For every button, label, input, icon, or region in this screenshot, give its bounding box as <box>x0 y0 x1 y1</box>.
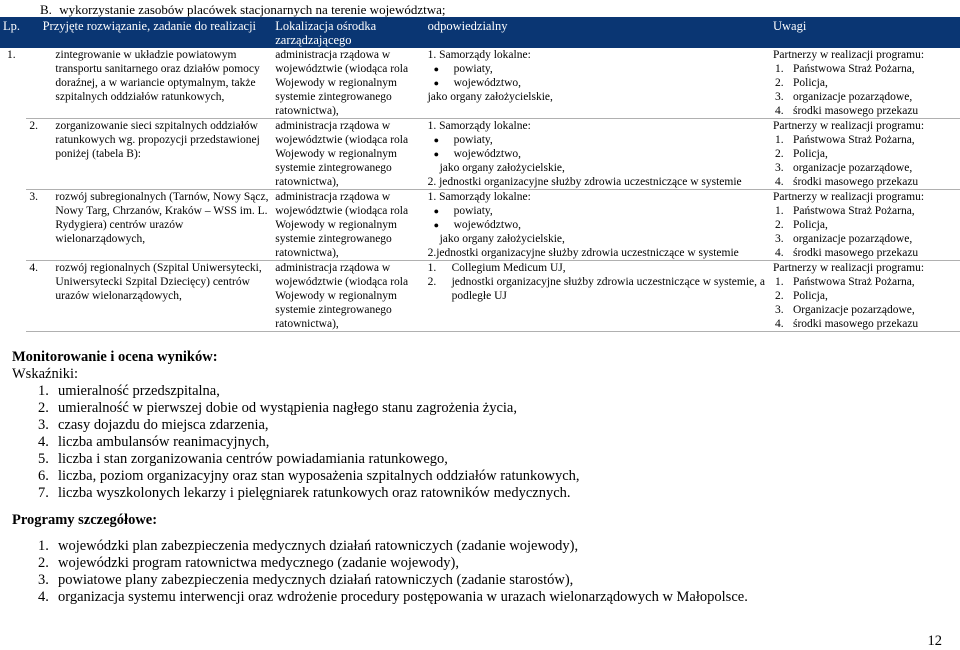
notes-item-text: Policja, <box>793 148 828 160</box>
notes-item-number: 2. <box>775 219 784 231</box>
notes-item <box>773 133 957 147</box>
plain-line: 2.jednostki organizacyjne służby zdrowia uczestniczące w systemie <box>427 247 739 259</box>
subject-text: zintegrowanie w układzie powiatowym transportu sanitarnego oraz działów pomocy doraźnej, a w wariancie optymalnym, także szpitalnych oddziałów ratunkowych, <box>55 49 260 103</box>
plain-line: 1. Samorządy lokalne: <box>427 120 531 132</box>
list-item <box>12 434 580 451</box>
plain-line: 1. Samorządy lokalne: <box>427 191 531 203</box>
list-item <box>12 400 580 417</box>
notes-item <box>773 204 957 218</box>
list-item-number: 5. <box>38 451 49 467</box>
indent-line: jako organy założycielskie, <box>439 162 565 174</box>
top-list-item <box>40 2 446 18</box>
list-item-text: liczba ambulansów reanimacyjnych, <box>58 434 270 450</box>
notes-item <box>773 303 957 317</box>
table-row <box>0 119 960 190</box>
monitoring-list <box>12 383 580 502</box>
notes-item <box>773 90 957 104</box>
notes-title: Partnerzy w realizacji programu: <box>773 191 925 203</box>
notes-item <box>773 104 957 118</box>
notes-item-text: środki masowego przekazu <box>793 318 919 330</box>
bullet-icon: ● <box>433 149 440 159</box>
notes-item-number: 1. <box>775 276 784 288</box>
programs-heading: Programy szczegółowe: <box>12 512 158 528</box>
list-item-text: umieralność przedszpitalna, <box>58 383 220 399</box>
list-item <box>12 572 748 589</box>
notes-item-text: organizacje pozarządowe, <box>793 162 913 174</box>
list-item-number: 1. <box>38 538 49 554</box>
notes-item-text: Policja, <box>793 77 828 89</box>
line-text: Collegium Medicum UJ, <box>451 262 566 274</box>
notes-item <box>773 246 957 260</box>
subject-text: rozwój subregionalnych (Tarnów, Nowy Sącz, Nowy Targ, Chrzanów, Kraków – WSS im. L. Rydygiera) centrów urazów wielonarządowych, <box>55 191 269 245</box>
line-number: 1. <box>427 262 437 274</box>
bullet-line <box>428 147 767 161</box>
notes-item-text: Policja, <box>793 219 828 231</box>
page-number: 12 <box>927 633 942 649</box>
notes-item-number: 2. <box>775 290 784 302</box>
notes-item-number: 1. <box>775 205 784 217</box>
cell-location: administracja rządowa w województwie (wiodąca rola Wojewody w regionalnym systemie zintegrowanego ratownictwa), <box>272 119 424 190</box>
top-list-marker: B. <box>40 2 52 17</box>
subject-number <box>29 48 55 104</box>
list-item <box>12 417 580 434</box>
bullet-icon: ● <box>433 135 440 145</box>
monitoring-heading: Monitorowanie i ocena wyników: <box>12 349 218 365</box>
plain-line: 1. Samorządy lokalne: <box>427 49 531 61</box>
top-list-text: wykorzystanie zasobów placówek stacjonarnych na terenie województwa; <box>59 2 446 17</box>
subject-number: 4. <box>29 262 39 274</box>
numbered-line <box>428 261 767 275</box>
notes-item-number: 3. <box>775 233 784 245</box>
subject-wrap <box>29 48 269 104</box>
list-item-number: 3. <box>38 417 49 433</box>
cell-subject <box>26 48 272 119</box>
notes-item-text: organizacje pozarządowe, <box>793 91 913 103</box>
bullet-text: powiaty, <box>453 205 493 217</box>
list-item <box>12 485 580 502</box>
notes-item <box>773 161 957 175</box>
bullet-text: województwo, <box>453 148 521 160</box>
list-item-number: 3. <box>38 572 49 588</box>
notes-item-number: 4. <box>775 247 784 259</box>
bullet-line <box>428 204 767 218</box>
subject-text: zorganizowanie sieci szpitalnych oddziałów ratunkowych wg. propozycji przedstawionej poniżej (tabela B): <box>55 120 260 160</box>
subject-number: 2. <box>29 120 39 132</box>
table-row <box>0 190 960 261</box>
notes-item <box>773 232 957 246</box>
subject-number: 3. <box>29 191 39 203</box>
cell-lp <box>0 119 26 190</box>
cell-lp: 1. <box>7 49 16 61</box>
list-item-text: organizacja systemu interwencji oraz wdrożenie procedury postępowania w urazach wielonarządowych w Małopolsce. <box>58 589 748 605</box>
subject-wrap <box>29 119 269 161</box>
monitoring-subheading: Wskaźniki: <box>12 366 79 382</box>
notes-title: Partnerzy w realizacji programu: <box>773 120 925 132</box>
bullet-icon: ● <box>433 64 440 74</box>
bullet-text: powiaty, <box>453 134 493 146</box>
cell-responsible <box>425 190 770 261</box>
subject-text: rozwój regionalnych (Szpital Uniwersytecki, Uniwersytecki Szpital Dziecięcy) centrów urazów wielonarządowych, <box>55 262 262 302</box>
notes-item-number: 4. <box>775 105 784 117</box>
cell-responsible <box>425 48 770 119</box>
list-item-text: wojewódzki program ratownictwa medycznego (zadanie wojewody), <box>58 555 460 571</box>
cell-subject <box>26 190 272 261</box>
bullet-line <box>428 62 767 76</box>
list-item-number: 1. <box>38 383 49 399</box>
list-item-number: 4. <box>38 589 49 605</box>
list-item-number: 4. <box>38 434 49 450</box>
notes-item-text: organizacje pozarządowe, <box>793 233 913 245</box>
list-item-number: 2. <box>38 400 49 416</box>
notes-item <box>773 275 957 289</box>
list-item-text: wojewódzki plan zabezpieczenia medycznych działań ratowniczych (zadanie wojewody), <box>58 538 579 554</box>
list-item <box>12 589 748 606</box>
notes-item-text: Policja, <box>793 290 828 302</box>
bullet-icon: ● <box>433 206 440 216</box>
list-item-text: liczba i stan zorganizowania centrów powiadamiania ratunkowego, <box>58 451 448 467</box>
cell-location: administracja rządowa w województwie (wiodąca rola Wojewody w regionalnym systemie zintegrowanego ratownictwa), <box>272 261 424 332</box>
cell-notes <box>770 261 960 332</box>
notes-item-number: 1. <box>775 63 784 75</box>
notes-item <box>773 317 957 331</box>
bullet-line <box>428 76 767 90</box>
bullet-line <box>428 133 767 147</box>
cell-notes <box>770 190 960 261</box>
notes-item-text: Państwowa Straż Pożarna, <box>793 63 915 75</box>
notes-item-text: środki masowego przekazu <box>793 105 919 117</box>
cell-notes <box>770 119 960 190</box>
list-item-number: 7. <box>38 485 49 501</box>
notes-item-number: 3. <box>775 304 784 316</box>
cell-notes <box>770 48 960 119</box>
bullet-text: województwo, <box>453 219 521 231</box>
programs-section <box>12 512 748 606</box>
programs-list <box>12 538 748 606</box>
numbered-line <box>428 275 767 303</box>
notes-item-number: 2. <box>775 148 784 160</box>
bullet-text: województwo, <box>453 77 521 89</box>
notes-item-text: środki masowego przekazu <box>793 247 919 259</box>
bullet-text: powiaty, <box>453 63 493 75</box>
cell-subject <box>26 119 272 190</box>
bullet-line <box>428 218 767 232</box>
cell-location: administracja rządowa w województwie (wiodąca rola Wojewody w regionalnym systemie zintegrowanego ratownictwa), <box>272 48 424 119</box>
list-item-number: 6. <box>38 468 49 484</box>
cell-responsible <box>425 119 770 190</box>
list-item-text: czasy dojazdu do miejsca zdarzenia, <box>58 417 269 433</box>
notes-item-number: 3. <box>775 91 784 103</box>
list-item-text: liczba wyszkolonych lekarzy i pielęgniarek ratunkowych oraz ratowników medycznych. <box>58 485 571 501</box>
cell-subject <box>26 261 272 332</box>
notes-item-text: środki masowego przekazu <box>793 176 919 188</box>
list-item <box>12 538 748 555</box>
table-header-row <box>0 17 960 48</box>
cell-responsible <box>425 261 770 332</box>
notes-item <box>773 62 957 76</box>
subject-wrap <box>29 190 269 246</box>
monitoring-section <box>12 349 580 502</box>
cell-lp <box>0 190 26 261</box>
list-item <box>12 555 748 572</box>
indent-line: jako organy założycielskie, <box>439 233 565 245</box>
notes-item-text: Organizacje pozarządowe, <box>793 304 915 316</box>
notes-item-number: 1. <box>775 134 784 146</box>
table-row <box>0 261 960 332</box>
notes-item-text: Państwowa Straż Pożarna, <box>793 134 915 146</box>
notes-item-text: Państwowa Straż Pożarna, <box>793 205 915 217</box>
notes-item <box>773 289 957 303</box>
list-item <box>12 468 580 485</box>
plain-line: 2. jednostki organizacyjne służby zdrowia uczestniczące w systemie <box>427 176 742 188</box>
tasks-table <box>0 17 960 332</box>
bullet-icon: ● <box>433 78 440 88</box>
cell-location: administracja rządowa w województwie (wiodąca rola Wojewody w regionalnym systemie zintegrowanego ratownictwa), <box>272 190 424 261</box>
line-text: jednostki organizacyjne służby zdrowia uczestniczące w systemie, a podległe UJ <box>451 276 765 302</box>
cell-lp <box>0 261 26 332</box>
notes-item-number: 3. <box>775 162 784 174</box>
notes-item-number: 4. <box>775 176 784 188</box>
header-subject: Przyjęte rozwiązanie, zadanie do realizacji <box>26 17 272 48</box>
list-item <box>12 383 580 400</box>
notes-item-number: 2. <box>775 77 784 89</box>
line-number: 2. <box>427 276 437 288</box>
notes-item-number: 4. <box>775 318 784 330</box>
table-row <box>0 48 960 119</box>
bullet-icon: ● <box>433 220 440 230</box>
notes-item <box>773 218 957 232</box>
notes-title: Partnerzy w realizacji programu: <box>773 49 925 61</box>
header-lp: Lp. <box>0 17 26 48</box>
list-item-number: 2. <box>38 555 49 571</box>
notes-item <box>773 175 957 189</box>
subject-wrap <box>29 261 269 303</box>
list-item <box>12 451 580 468</box>
plain-line: jako organy założycielskie, <box>427 91 553 103</box>
list-item-text: powiatowe plany zabezpieczenia medycznych działań ratowniczych (zadanie starostów), <box>58 572 574 588</box>
list-item-text: umieralność w pierwszej dobie od wystąpienia nagłego stanu zagrożenia życia, <box>58 400 517 416</box>
notes-item <box>773 76 957 90</box>
header-location: Lokalizacja ośrodka zarządzającego <box>272 17 424 48</box>
notes-item-text: Państwowa Straż Pożarna, <box>793 276 915 288</box>
notes-item <box>773 147 957 161</box>
notes-title: Partnerzy w realizacji programu: <box>773 262 925 274</box>
header-responsible: odpowiedzialny <box>425 17 770 48</box>
list-item-text: liczba, poziom organizacyjny oraz stan wyposażenia szpitalnych oddziałów ratunkowych, <box>58 468 580 484</box>
header-notes: Uwagi <box>770 17 960 48</box>
